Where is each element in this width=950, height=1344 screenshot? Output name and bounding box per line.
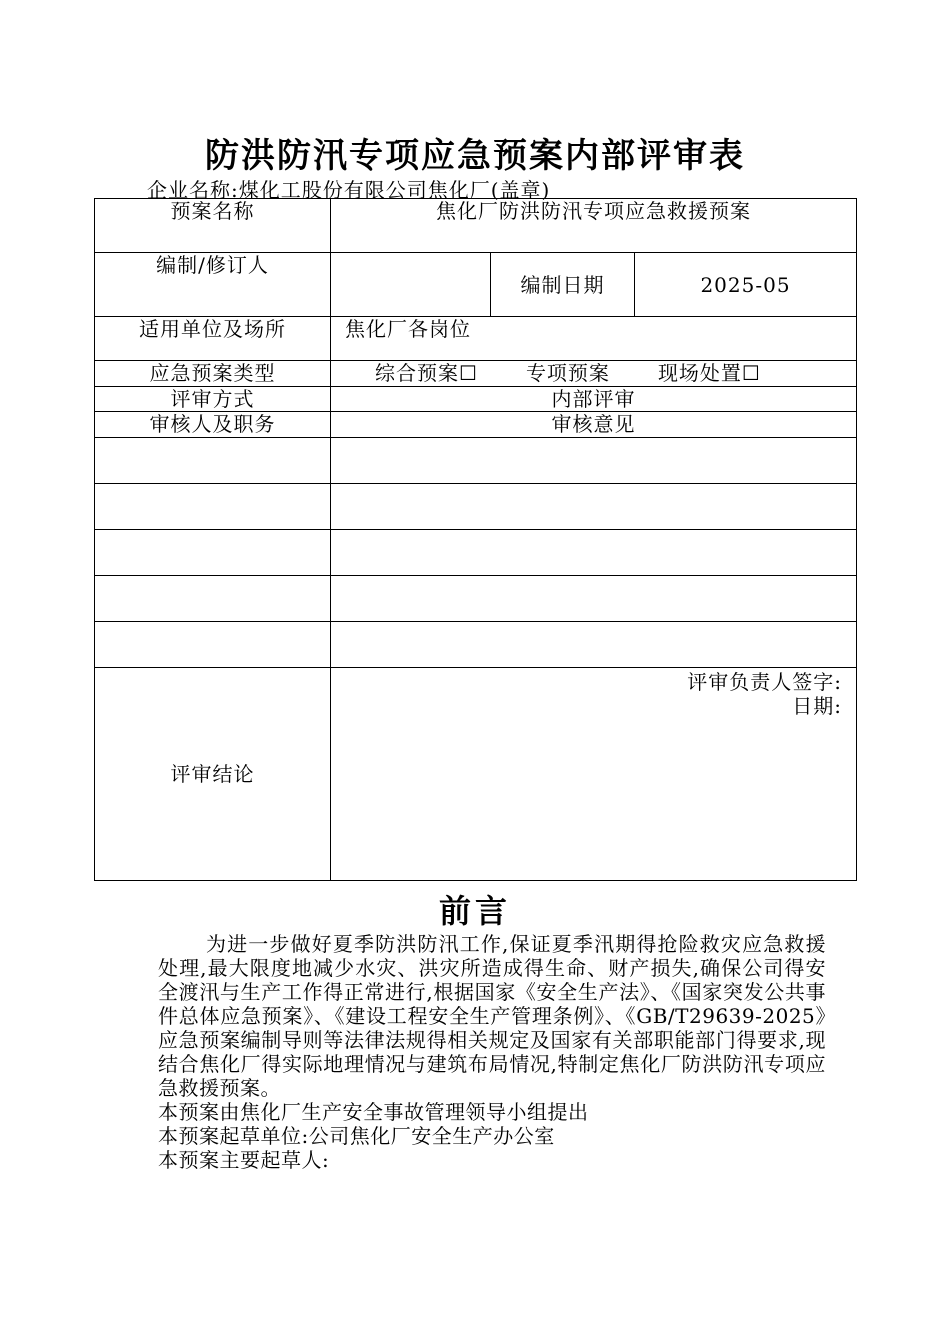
opinion-cell[interactable] — [331, 484, 857, 530]
row-plan-name — [95, 199, 857, 253]
plan-name-label: 预案名称 — [95, 199, 331, 253]
company-name: 企业名称:煤化工股份有限公司焦化厂(盖章) — [147, 178, 551, 202]
review-form-table — [94, 198, 857, 881]
reviewer-label: 审核人及职务 — [95, 412, 331, 438]
preface-paragraph: 为进一步做好夏季防洪防汛工作,保证夏季汛期得抢险救灾应急救援处理,最大限度地减少水灾、洪灾所造成得生命、财产损失,确保公司得安全渡汛与生产工作得正常进行,根据国家《安全生产法》、《国家突发公共事件总体应急预案》、《建设工程安全生产管理条例》、《GB/T29639-2025》应急预案编制导则等法律法规得相关规定及国家有关部职能部门得要求,现结合焦化厂得实际地理情况与建筑布局情况,特制定焦化厂防洪防汛专项应急救援预案。 — [158, 932, 826, 1100]
scope-value: 焦化厂各岗位 — [331, 317, 857, 361]
preface-line-drafter: 本预案主要起草人: — [158, 1148, 330, 1172]
sign-date-label: 日期: — [792, 694, 843, 718]
reviewer-cell[interactable] — [95, 438, 331, 484]
type-special-option[interactable]: 专项预案 — [525, 361, 610, 385]
reviewer-row — [95, 530, 857, 576]
editor-value — [331, 253, 491, 317]
review-method-label: 评审方式 — [95, 387, 331, 412]
opinion-cell[interactable] — [331, 438, 857, 484]
plan-type-options — [331, 361, 857, 387]
opinion-cell[interactable] — [331, 576, 857, 622]
date-label: 编制日期 — [491, 253, 635, 317]
row-review-method — [95, 387, 857, 412]
plan-name-value: 焦化厂防洪防汛专项应急救援预案 — [331, 199, 857, 253]
opinion-cell[interactable] — [331, 530, 857, 576]
conclusion-cell[interactable] — [331, 668, 857, 881]
preface-line-drafting-unit: 本预案起草单位:公司焦化厂安全生产办公室 — [158, 1124, 555, 1148]
preface-body — [158, 932, 826, 1172]
reviewer-row — [95, 622, 857, 668]
plan-type-label: 应急预案类型 — [95, 361, 331, 387]
row-reviewer-header — [95, 412, 857, 438]
type-onsite-checkbox[interactable]: 现场处置☐ — [657, 361, 761, 385]
scope-label: 适用单位及场所 — [95, 317, 331, 361]
reviewer-cell[interactable] — [95, 484, 331, 530]
row-editor — [95, 253, 857, 317]
conclusion-label: 评审结论 — [95, 668, 331, 881]
row-scope — [95, 317, 857, 361]
row-conclusion — [95, 668, 857, 881]
row-plan-type — [95, 361, 857, 387]
opinion-cell[interactable] — [331, 622, 857, 668]
sign-label: 评审负责人签字: — [687, 670, 843, 694]
preface-line-proposer: 本预案由焦化厂生产安全事故管理领导小组提出 — [158, 1100, 589, 1124]
editor-label: 编制/修订人 — [95, 253, 331, 317]
date-value: 2025-05 — [635, 253, 857, 317]
reviewer-row — [95, 484, 857, 530]
reviewer-cell[interactable] — [95, 622, 331, 668]
review-method-value: 内部评审 — [331, 387, 857, 412]
preface-heading: 前言 — [438, 892, 511, 930]
reviewer-cell[interactable] — [95, 530, 331, 576]
reviewer-row — [95, 576, 857, 622]
page-title: 防洪防汛专项应急预案内部评审表 — [205, 136, 745, 176]
opinion-label: 审核意见 — [331, 412, 857, 438]
reviewer-row — [95, 438, 857, 484]
reviewer-cell[interactable] — [95, 576, 331, 622]
type-comprehensive-checkbox[interactable]: 综合预案☐ — [375, 361, 478, 385]
